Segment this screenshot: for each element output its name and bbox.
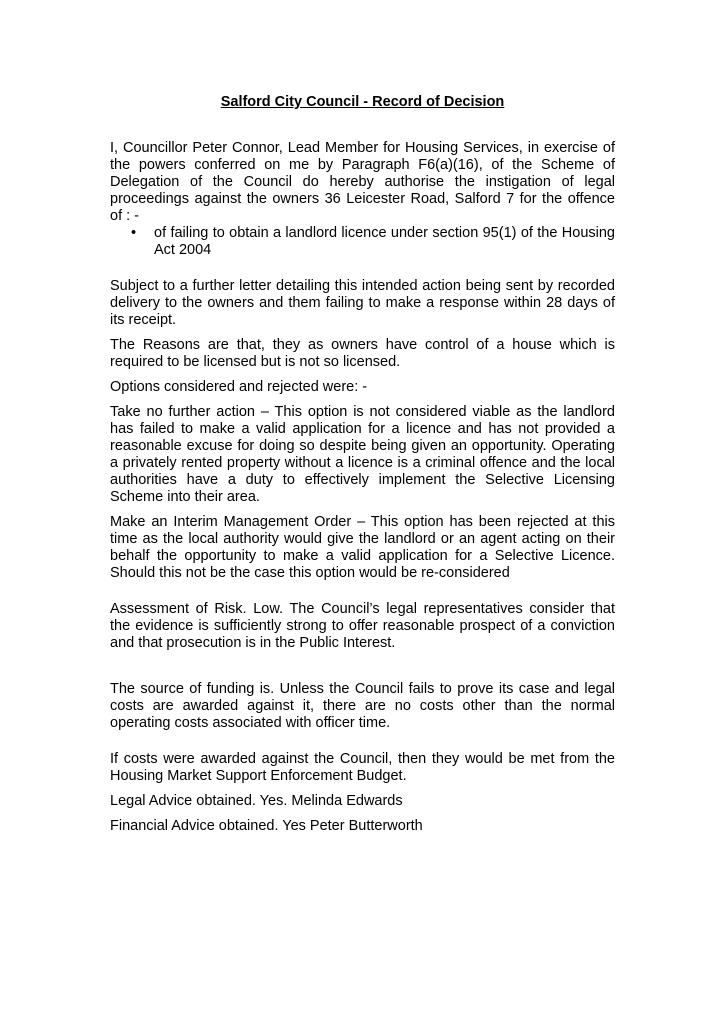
costs-paragraph: If costs were awarded against the Council, then they would be met from the Housing Market Support Enforcement Budget. [110,751,615,784]
funding-paragraph: The source of funding is. Unless the Council fails to prove its case and legal costs are awarded against it, there are no costs other than the normal operating costs associated with officer time. [110,681,615,731]
legal-advice-line: Legal Advice obtained. Yes. Melinda Edwards [110,793,403,809]
options-heading: Options considered and rejected were: - [110,379,368,395]
bullet-icon: • [131,225,137,241]
reasons-paragraph: The Reasons are that, they as owners have control of a house which is required to be licensed but is not so licensed. [110,337,615,370]
option-no-action-paragraph: Take no further action – This option is not considered viable as the landlord has failed to make a valid application for a licence and has not provided a reasonable excuse for doing so despite being given an opportunity. Operating a privately rented property without a licence is a criminal offence and the local authorities have a duty to effectively implement the Selective Licensing Scheme into their area. [110,404,615,505]
risk-paragraph: Assessment of Risk. Low. The Council’s legal representatives consider that the evidence is sufficiently strong to offer reasonable prospect of a conviction and that prosecution is in the Public Interest. [110,601,615,651]
intro-paragraph: I, Councillor Peter Connor, Lead Member for Housing Services, in exercise of the powers conferred on me by Paragraph F6(a)(16), of the Scheme of Delegation of the Council do hereby authorise the instigation of legal proceedings against the owners 36 Leicester Road, Salford 7 for the offence of : - [110,140,615,224]
offence-text: of failing to obtain a landlord licence under section 95(1) of the Housing Act 2004 [154,225,615,258]
financial-advice-line: Financial Advice obtained. Yes Peter Butterworth [110,818,423,834]
document-page [110,94,615,835]
document-title: Salford City Council - Record of Decision [220,94,505,110]
offence-list [110,225,615,259]
subject-paragraph: Subject to a further letter detailing this intended action being sent by recorded delivery to the owners and them failing to make a response within 28 days of its receipt. [110,278,615,328]
list-item [110,225,615,259]
option-interim-paragraph: Make an Interim Management Order – This option has been rejected at this time as the local authority would give the landlord or an agent acting on their behalf the opportunity to make a valid application for a Selective Licence. Should this not be the case this option would be re-considered [110,514,615,581]
